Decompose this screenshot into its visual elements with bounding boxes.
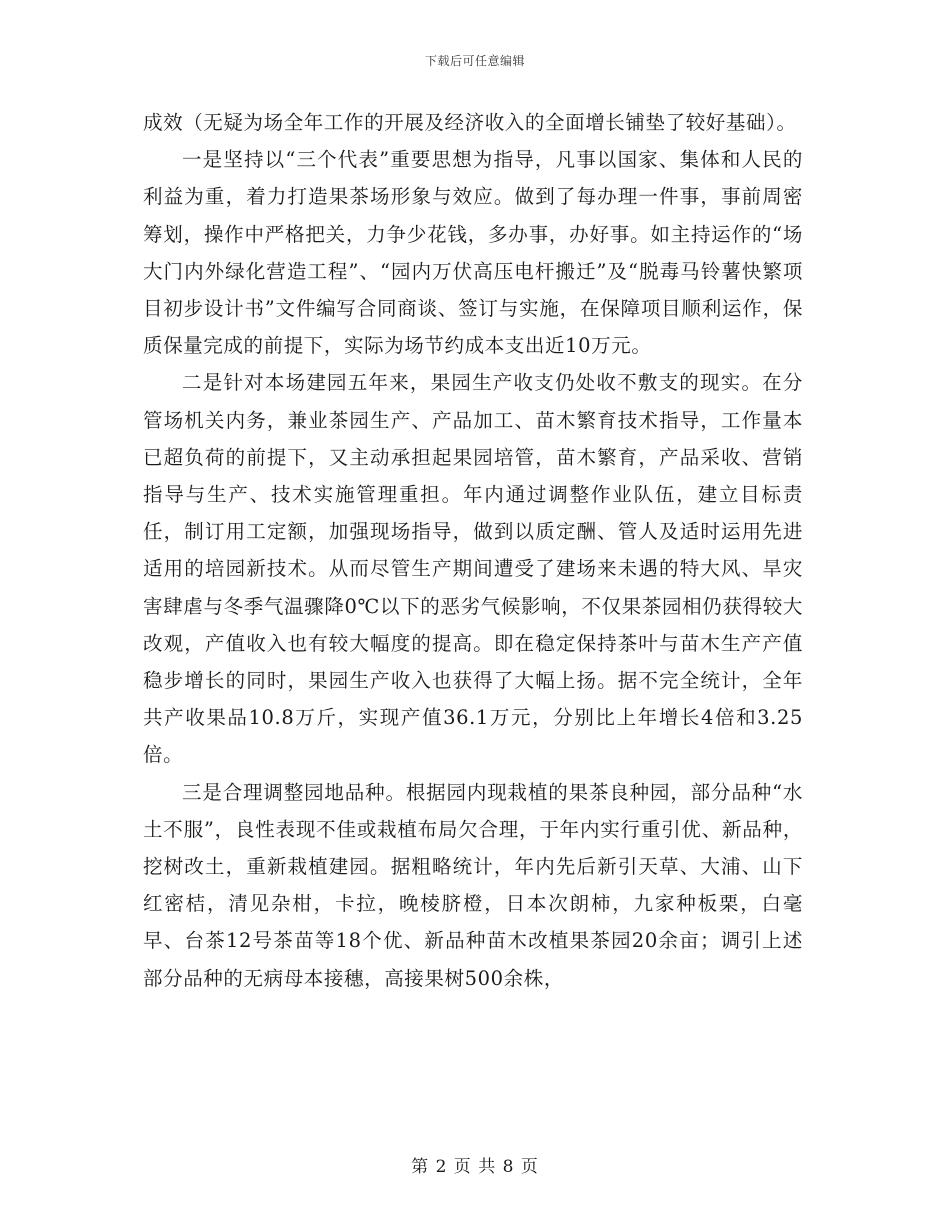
paragraph-point-three: 三是合理调整园地品种。根据园内现栽植的果茶良种园，部分品种“水土不服”，良性表现不佳或栽植布局欠合理，于年内实行重引优、新品种，挖树改土，重新栽植建园。据粗略统计，年内先后新引天草、大浦、山下红密桔，清见杂柑，卡拉，晚棱脐橙，日本次朗柿，九家种板栗，白毫早、台茶12号茶苗等18个优、新品种苗木改植果茶园20余亩；调引上述部分品种的无病母本接穗，高接果树500余株， (143, 780, 803, 990)
paragraph-continuation: 成效（无疑为场全年工作的开展及经济收入的全面增长铺垫了较好基础）。 (143, 111, 797, 134)
page-footer: 第 2 页 共 8 页 (411, 1157, 539, 1177)
paragraph-point-two: 二是针对本场建园五年来，果园生产收支仍处收不敷支的现实。在分管场机关内务，兼业茶园生产、产品加工、苗木繁育技术指导，工作量本已超负荷的前提下，又主动承担起果园培管，苗木繁育，产品采收、营销指导与生产、技术实施管理重担。年内通过调整作业队伍，建立目标责任，制订用工定额，加强现场指导，做到以质定酬、管人及适时运用先进适用的培园新技术。从而尽管生产期间遭受了建场来未遇的特大风、旱灾害肆虐与冬季气温骤降0℃以下的恶劣气候影响，不仅果茶园相仍获得较大改观，产值收入也有较大幅度的提高。即在稳定保持茶叶与苗木生产产值稳步增长的同时，果园生产收入也获得了大幅上扬。据不完全统计，全年共产收果品10.8万斤，实现产值36.1万元，分别比上年增长4倍和3.25倍。 (143, 371, 803, 767)
paragraph-point-one: 一是坚持以“三个代表”重要思想为指导，凡事以国家、集体和人民的利益为重，着力打造果茶场形象与效应。做到了每办理一件事，事前周密筹划，操作中严格把关，力争少花钱，多办事，办好事。如主持运作的“场大门内外绿化营造工程”、“园内万伏高压电杆搬迁”及“脱毒马铃薯快繁项目初步设计书”文件编写合同商谈、签订与实施，在保障项目顺利运作，保质保量完成的前提下，实际为场节约成本支出近10万元。 (143, 148, 803, 358)
page-header: 下载后可任意编辑 (424, 54, 525, 68)
body-text (143, 104, 803, 997)
